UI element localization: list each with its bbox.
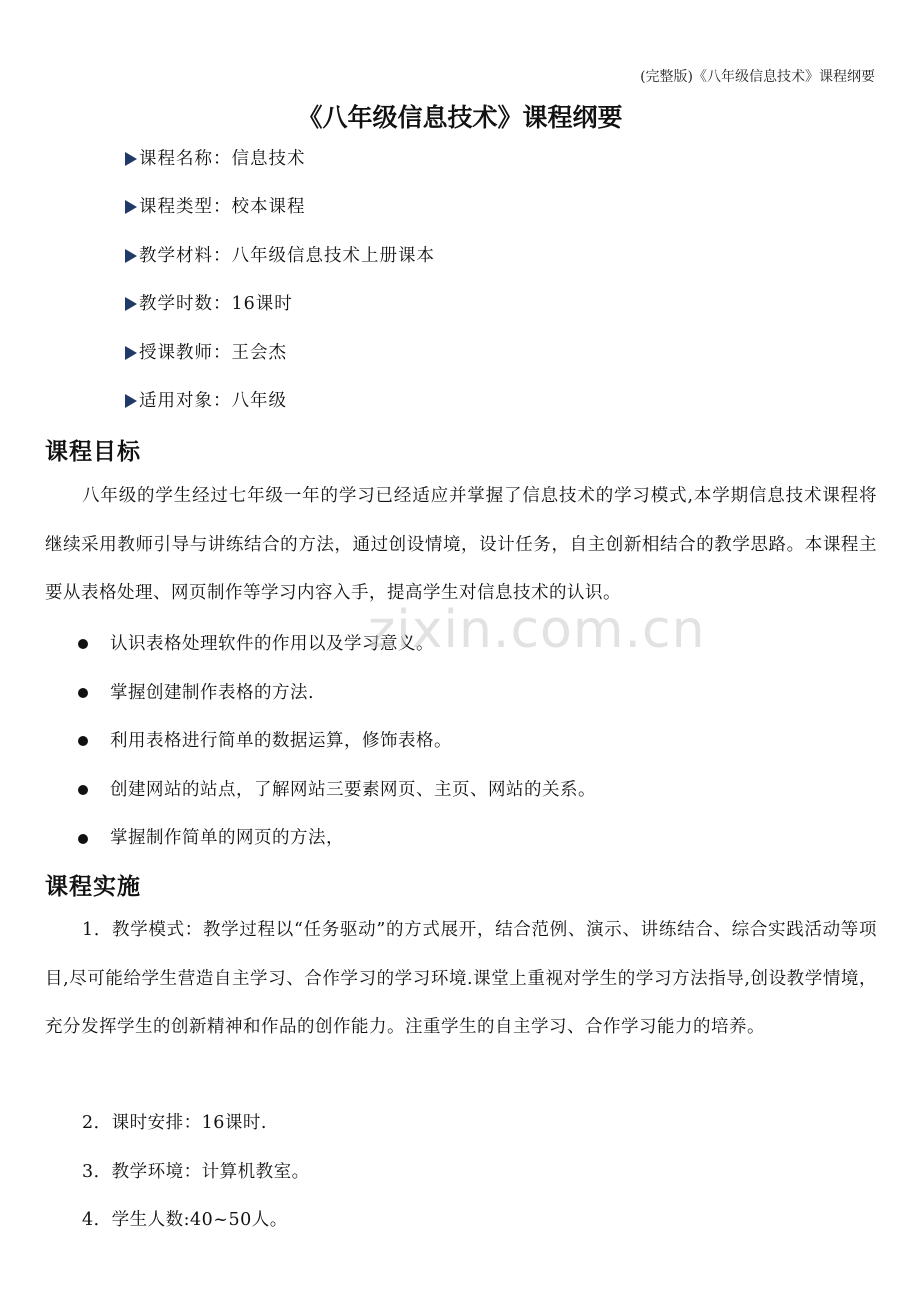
triangle-right-icon [125,200,137,214]
triangle-right-icon [125,297,137,311]
document-title: 《八年级信息技术》课程纲要 [297,103,623,132]
bullet-dot-icon [78,736,88,746]
meta-value: 八年级信息技术上册课本 [231,245,435,266]
course-meta-list [125,145,435,435]
bullet-dot-icon [78,785,88,795]
meta-label: 课程类型： [139,197,232,218]
list-item [78,766,596,815]
section-heading-goals: 课程目标 [45,439,141,465]
bullet-dot-icon [78,834,88,844]
triangle-right-icon [125,152,137,166]
triangle-right-icon [125,394,137,408]
meta-label: 教学材料： [139,245,232,266]
implementation-item-1: 1．教学模式：教学过程以“任务驱动”的方式展开，结合范例、演示、讲练结合、综合实践活动等项目,尽可能给学生营造自主学习、合作学习的学习环境.课堂上重视对学生的学习方法指导,创设教学情境，充分发挥学生的创新精神和作品的创作能力。注重学生的自主学习、合作学习能力的培养。 [45,920,877,1038]
meta-label: 授课教师： [139,342,232,363]
bullet-dot-icon [78,688,88,698]
list-item-text: 利用表格进行简单的数据运算，修饰表格。 [110,731,452,752]
list-item-text: 创建网站的站点，了解网站三要素网页、主页、网站的关系。 [110,779,596,800]
meta-value: 八年级 [231,390,287,411]
implementation-item-4: 4．学生人数:40~50人。 [82,1210,288,1230]
meta-item-audience [125,387,435,435]
meta-label: 课程名称： [139,149,232,169]
meta-item-course-name [125,145,435,193]
meta-value: 信息技术 [231,149,306,169]
bullet-dot-icon [78,639,88,649]
meta-value: 校本课程 [231,197,306,218]
list-item [78,717,596,766]
section-heading-implementation: 课程实施 [45,874,141,900]
list-item-text: 认识表格处理软件的作用以及学习意义。 [110,634,434,654]
meta-value: 16课时 [231,294,293,315]
running-header: (完整版)《八年级信息技术》课程纲要 [640,69,875,85]
meta-item-materials [125,242,435,290]
triangle-right-icon [125,249,137,263]
list-item-text: 掌握制作简单的网页的方法， [110,828,344,849]
implementation-item-2: 2．课时安排：16课时. [82,1113,267,1133]
meta-label: 教学时数： [139,294,232,315]
list-item [78,814,596,863]
triangle-right-icon [125,346,137,360]
implementation-item-3: 3．教学环境：计算机教室。 [82,1162,310,1182]
watermark: zixin.com.cn [368,600,706,660]
meta-label: 适用对象： [139,390,232,411]
list-item-text: 掌握创建制作表格的方法. [110,682,315,703]
meta-item-teacher [125,339,435,387]
meta-value: 王会杰 [231,342,287,363]
goals-paragraph: 八年级的学生经过七年级一年的学习已经适应并掌握了信息技术的学习模式,本学期信息技术课程将继续采用教师引导与讲练结合的方法，通过创设情境，设计任务，自主创新相结合的教学思路。本课程主要从表格处理、网页制作等学习内容入手，提高学生对信息技术的认识。 [45,486,877,604]
list-item [78,669,596,718]
meta-item-hours [125,290,435,338]
meta-item-course-type [125,193,435,241]
